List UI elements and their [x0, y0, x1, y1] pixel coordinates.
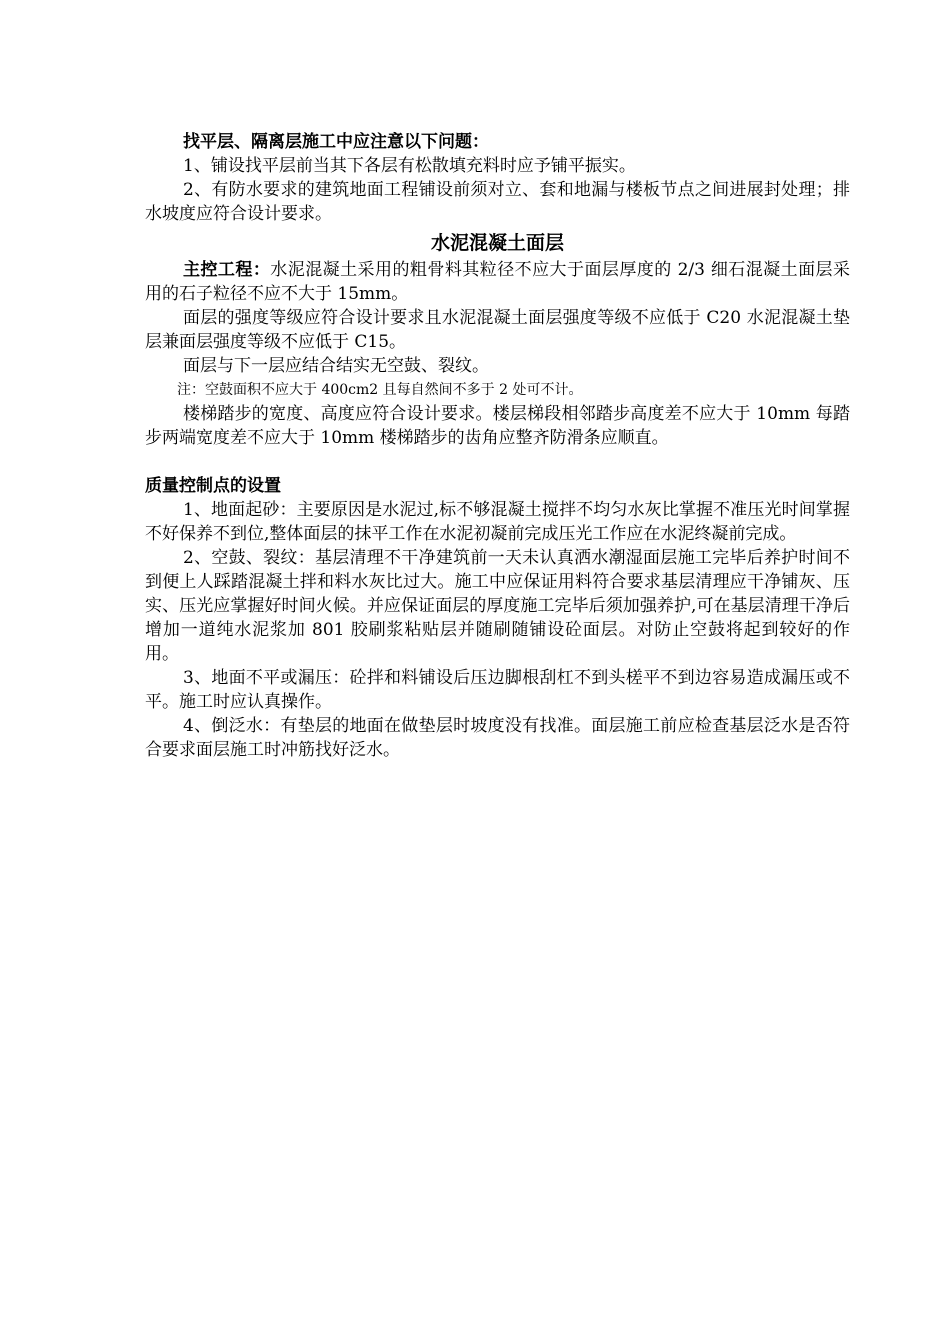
- section2-note: 注：空鼓面积不应大于 400cm2 且每自然间不多于 2 处可不计。: [177, 382, 583, 398]
- section3-heading: 质量控制点的设置: [145, 476, 281, 496]
- section3-item-4: 4、倒泛水：有垫层的地面在做垫层时坡度没有找准。面层施工前应检查基层泛水是否符合要求面层施工时冲筋找好泛水。: [145, 716, 850, 760]
- document-page: [145, 130, 850, 762]
- section2-lead-label: 主控工程：: [183, 260, 271, 280]
- section2-lead-paragraph: [145, 258, 850, 306]
- section3-item-2: 2、空鼓、裂纹：基层清理不干净建筑前一天未认真洒水潮湿面层施工完毕后养护时间不到便上人踩踏混凝土拌和料水灰比过大。施工中应保证用料符合要求基层清理应干净铺灰、压实、压光应掌握好时间火候。并应保证面层的厚度施工完毕后须加强养护,可在基层清理干净后增加一道纯水泥浆加 801 胶刷浆粘贴层并随刷随铺设砼面层。对防止空鼓将起到较好的作用。: [145, 548, 850, 664]
- section1-item-2: 2、有防水要求的建筑地面工程铺设前须对立、套和地漏与楼板节点之间进展封处理；排水坡度应符合设计要求。: [145, 180, 850, 224]
- section1-item-1: 1、铺设找平层前当其下各层有松散填充料时应予铺平振实。: [183, 156, 636, 176]
- section3-item-3: 3、地面不平或漏压：砼拌和料铺设后压边脚根刮杠不到头槎平不到边容易造成漏压或不平。施工时应认真操作。: [145, 668, 850, 712]
- section3-item-1: 1、地面起砂：主要原因是水泥过,标不够混凝土搅拌不均匀水灰比掌握不准压光时间掌握不好保养不到位,整体面层的抹平工作在水泥初凝前完成压光工作应在水泥终凝前完成。: [145, 500, 850, 544]
- section2-lead-text: 水泥混凝土采用的粗骨料其粒径不应大于面层厚度的 2/3 细石混凝土面层采用的石子粒径不应不大于 15mm。: [145, 260, 851, 304]
- section2-paragraph-4: 楼梯踏步的宽度、高度应符合设计要求。楼层梯段相邻踏步高度差不应大于 10mm 每踏步两端宽度差不应大于 10mm 楼梯踏步的齿角应整齐防滑条应顺直。: [145, 404, 850, 448]
- section2-title: 水泥混凝土面层: [430, 232, 564, 254]
- section2-paragraph-3: 面层与下一层应结合结实无空鼓、裂纹。: [183, 356, 489, 376]
- section1-heading: 找平层、隔离层施工中应注意以下问题：: [183, 132, 489, 152]
- section2-paragraph-2: 面层的强度等级应符合设计要求且水泥混凝土面层强度等级不应低于 C20 水泥混凝土垫层兼面层强度等级不应低于 C15。: [145, 308, 850, 352]
